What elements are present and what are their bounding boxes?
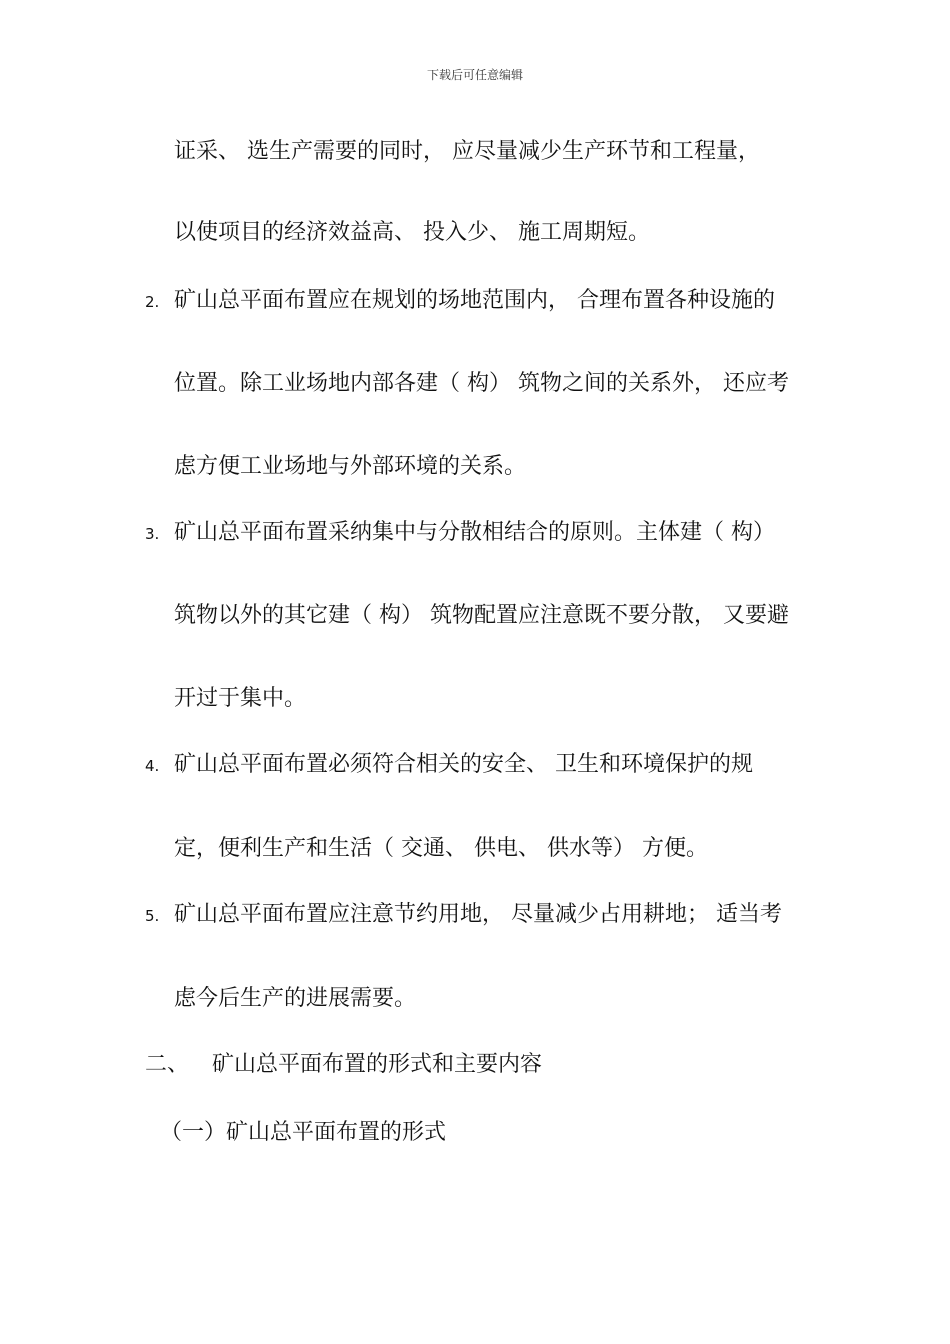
list-item-number: 2. [145, 293, 160, 311]
list-item-number: 5. [145, 907, 160, 925]
list-item-line: 位置。除工业场地内部各建（ 构） 筑物之间的关系外， 还应考 [174, 371, 789, 396]
list-item-line: 矿山总平面布置采纳集中与分散相结合的原则。主体建（ 构） [174, 520, 775, 545]
list-item-line: 定，便利生产和生活（ 交通、 供电、 供水等） 方便。 [174, 836, 708, 861]
list-item-line: 虑方便工业场地与外部环境的关系。 [174, 454, 527, 479]
list-item-number: 3. [145, 525, 160, 543]
section-number: 二、 [145, 1052, 190, 1077]
subsection-title: （一）矿山总平面布置的形式 [160, 1120, 447, 1145]
list-item-line: 开过于集中。 [174, 686, 307, 711]
paragraph-line: 证采、 选生产需要的同时， 应尽量减少生产环节和工程量， [174, 139, 760, 164]
list-item-line: 虑今后生产的进展需要。 [174, 986, 417, 1011]
list-item-number: 4. [145, 757, 160, 775]
page-header-note: 下载后可任意编辑 [426, 68, 523, 82]
list-item-line: 矿山总平面布置应注意节约用地， 尽量减少占用耕地； 适当考 [174, 902, 782, 927]
paragraph-line: 以使项目的经济效益高、 投入少、 施工周期短。 [174, 220, 650, 245]
list-item-line: 筑物以外的其它建（ 构） 筑物配置应注意既不要分散， 又要避 [174, 603, 789, 628]
list-item-line: 矿山总平面布置必须符合相关的安全、 卫生和环境保护的规 [174, 752, 753, 777]
section-title: 矿山总平面布置的形式和主要内容 [212, 1052, 543, 1077]
list-item-line: 矿山总平面布置应在规划的场地范围内， 合理布置各种设施的 [174, 288, 775, 313]
